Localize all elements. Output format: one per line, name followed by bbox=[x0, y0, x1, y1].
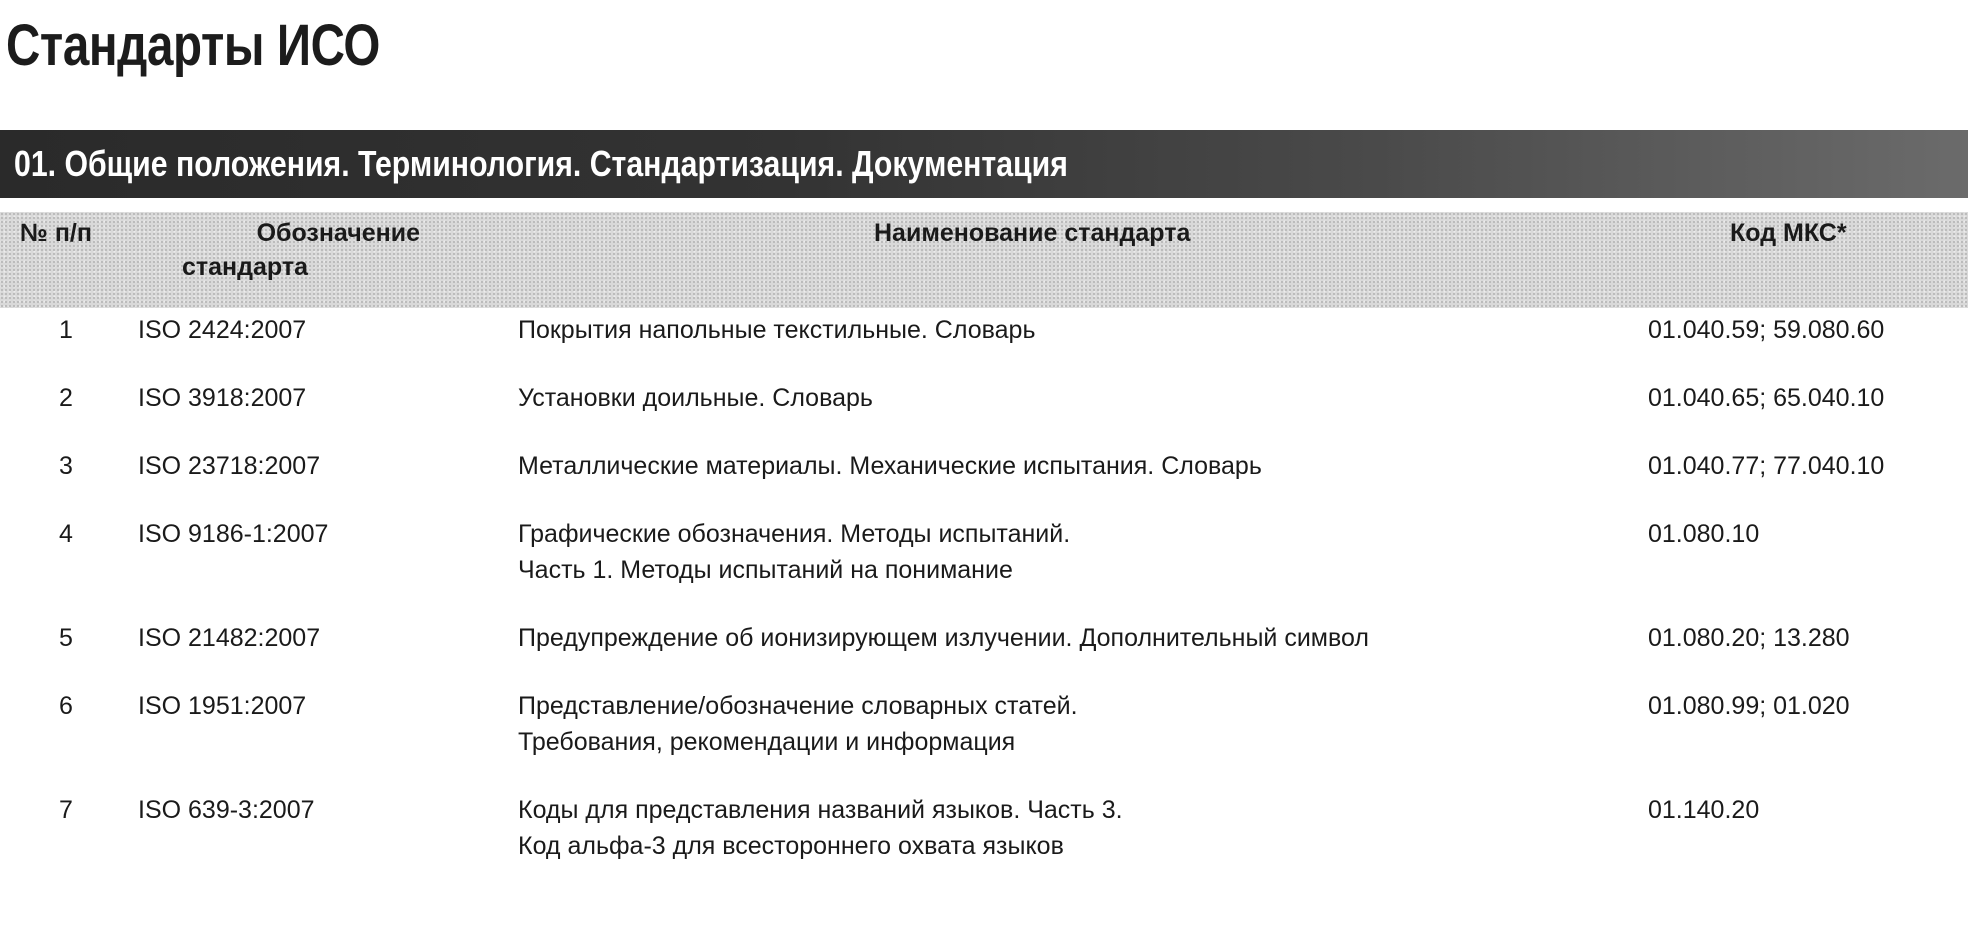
row-number: 7 bbox=[59, 796, 73, 824]
row-number: 2 bbox=[59, 384, 73, 412]
standard-name-line: Покрытия напольные текстильные. Словарь bbox=[518, 316, 1036, 344]
row-number: 4 bbox=[59, 520, 73, 548]
standard-code: ISO 639-3:2007 bbox=[138, 796, 315, 824]
standard-name-line: Часть 1. Методы испытаний на понимание bbox=[518, 556, 1013, 584]
standard-name-line: Установки доильные. Словарь bbox=[518, 384, 873, 412]
standard-code: ISO 2424:2007 bbox=[138, 316, 307, 344]
standard-name-line: Предупреждение об ионизирующем излучении. Дополнительный символ bbox=[518, 624, 1369, 652]
table-row bbox=[0, 620, 1968, 688]
table-row bbox=[0, 688, 1968, 792]
standard-name-line: Коды для представления названий языков. Часть 3. bbox=[518, 796, 1123, 824]
standard-name-line: Код альфа-3 для всестороннего охвата языков bbox=[518, 832, 1064, 860]
header-code-line1: Обозначение bbox=[256, 219, 420, 247]
ics-code: 01.080.20; 13.280 bbox=[1648, 624, 1850, 652]
header-ics: Код МКС* bbox=[1730, 219, 1847, 247]
ics-code: 01.080.99; 01.020 bbox=[1648, 692, 1850, 720]
header-number: № п/п bbox=[20, 219, 92, 247]
header-code bbox=[180, 216, 420, 284]
ics-code: 01.040.77; 77.040.10 bbox=[1648, 452, 1885, 480]
row-number: 3 bbox=[59, 452, 73, 480]
header-name: Наименование стандарта bbox=[874, 219, 1191, 247]
table-row bbox=[0, 516, 1968, 620]
row-number: 1 bbox=[59, 316, 73, 344]
standard-name-line: Графические обозначения. Методы испытаний. bbox=[518, 520, 1071, 548]
standard-name bbox=[518, 312, 1598, 348]
standard-code: ISO 3918:2007 bbox=[138, 384, 307, 412]
standard-name bbox=[518, 448, 1598, 484]
header-code-line2: стандарта bbox=[181, 253, 308, 281]
page-title: Стандарты ИСО bbox=[6, 13, 381, 78]
standard-name bbox=[518, 688, 1598, 760]
standard-code: ISO 1951:2007 bbox=[138, 692, 307, 720]
row-number: 5 bbox=[59, 624, 73, 652]
standard-code: ISO 21482:2007 bbox=[138, 624, 321, 652]
table-row bbox=[0, 448, 1968, 516]
standard-code: ISO 23718:2007 bbox=[138, 452, 321, 480]
standard-name-line: Металлические материалы. Механические испытания. Словарь bbox=[518, 452, 1262, 480]
section-title: 01. Общие положения. Терминология. Стандартизация. Документация bbox=[14, 143, 1068, 184]
standard-name bbox=[518, 792, 1598, 864]
section-header-bar bbox=[0, 130, 1968, 198]
table-row bbox=[0, 792, 1968, 882]
standard-name bbox=[518, 516, 1598, 588]
table-body bbox=[0, 312, 1968, 882]
standard-name-line: Представление/обозначение словарных статей. bbox=[518, 692, 1078, 720]
table-row bbox=[0, 312, 1968, 380]
standard-code: ISO 9186-1:2007 bbox=[138, 520, 329, 548]
ics-code: 01.040.59; 59.080.60 bbox=[1648, 316, 1885, 344]
standard-name bbox=[518, 620, 1598, 656]
ics-code: 01.140.20 bbox=[1648, 796, 1760, 824]
row-number: 6 bbox=[59, 692, 73, 720]
table-row bbox=[0, 380, 1968, 448]
standard-name-line: Требования, рекомендации и информация bbox=[518, 728, 1016, 756]
standard-name bbox=[518, 380, 1598, 416]
table-header bbox=[0, 212, 1968, 308]
ics-code: 01.080.10 bbox=[1648, 520, 1760, 548]
ics-code: 01.040.65; 65.040.10 bbox=[1648, 384, 1885, 412]
